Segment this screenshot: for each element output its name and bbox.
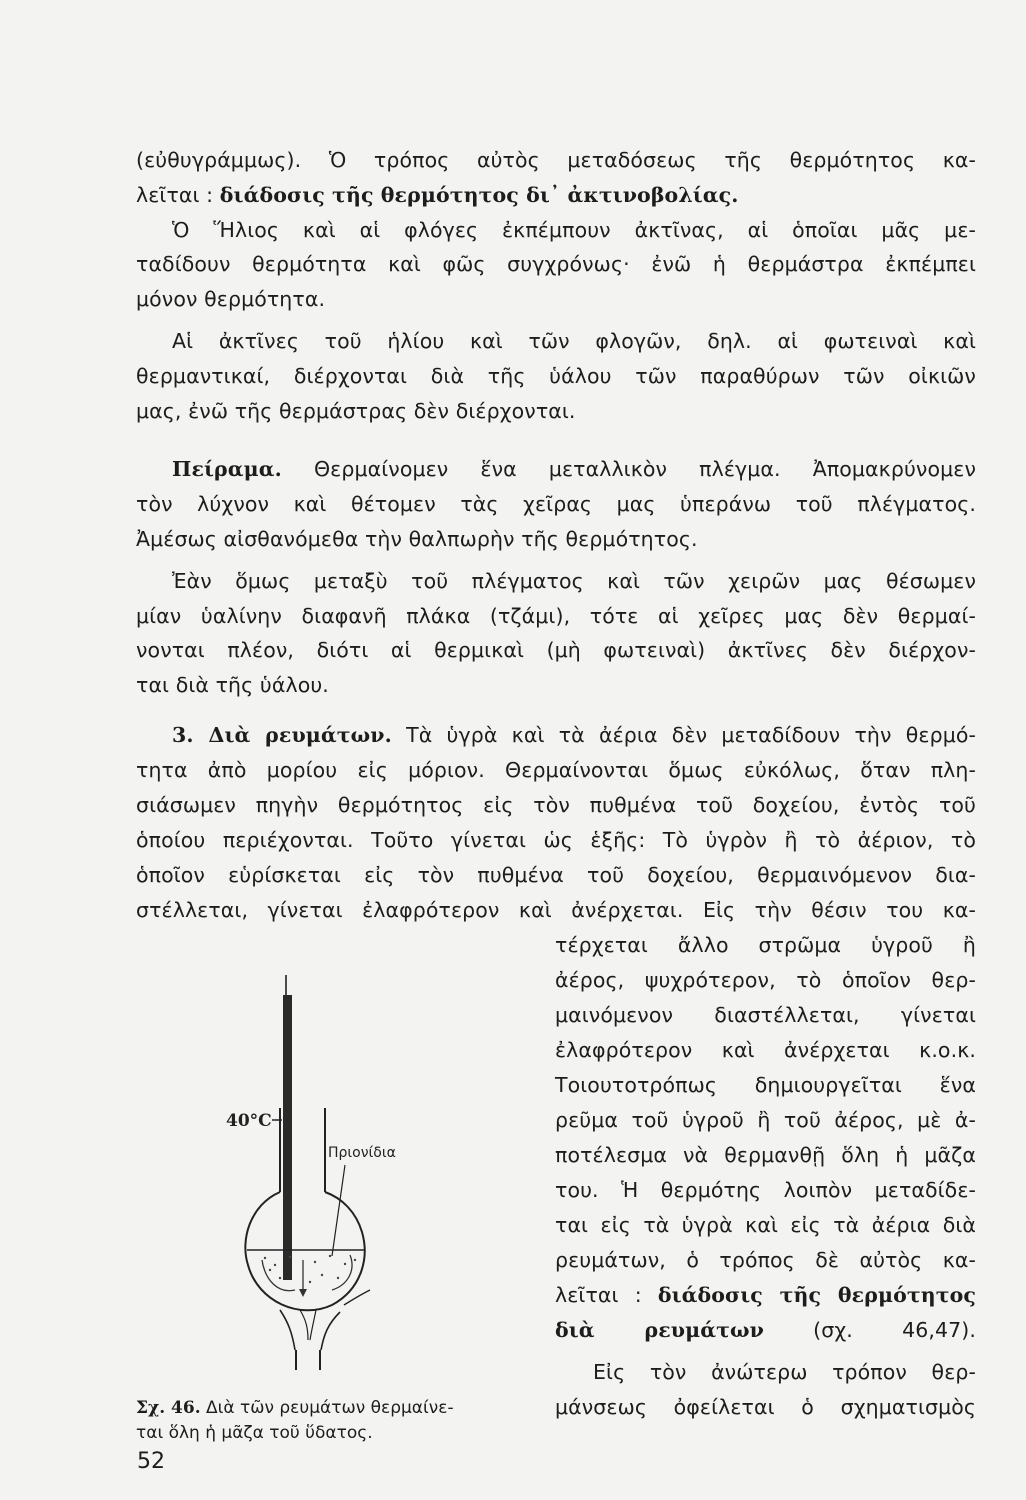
text-line: νονται πλέον, διότι αἱ θερμικαὶ (μὴ φωτειναὶ) ἀκτῖνες δὲν διέρχον-: [136, 638, 976, 662]
text-line: ὁποῖον εὑρίσκεται εἰς τὸν πυθμένα τοῦ δοχείου, θερμαινόμενον δια-: [136, 863, 976, 887]
temp-label: 40°C: [226, 1111, 272, 1131]
text-line: ποτέλεσμα νὰ θερμανθῇ ὅλη ἡ μᾶζα: [555, 1143, 976, 1167]
flask-convection-figure: [220, 960, 400, 1370]
sawdust-leader: [332, 1165, 345, 1256]
page-number: 52: [137, 1449, 165, 1474]
sawdust-particles: [264, 1255, 356, 1283]
flame-outline: [280, 1310, 340, 1350]
text-line: στέλλεται, γίνεται ἐλαφρότερον καὶ ἀνέρχεται. Εἰς τὴν θέσιν του κα-: [136, 898, 976, 922]
arrow-head: [299, 1289, 307, 1297]
text-line: μαινόμενον διαστέλλεται, γίνεται: [555, 1003, 976, 1027]
text-line: Εἰς τὸν ἀνώτερω τρόπον θερ-: [593, 1360, 976, 1384]
text-line: ὁποίου περιέχονται. Τοῦτο γίνεται ὡς ἑξῆς: Τὸ ὑγρὸν ἢ τὸ ἀέριον, τὸ: [136, 828, 976, 852]
text-line: ἀέρος, ψυχρότερον, τὸ ὁποῖον θερ-: [555, 968, 976, 992]
text-line: ἐλαφρότερον καὶ ἀνέρχεται κ.ο.κ.: [555, 1038, 976, 1062]
text-line: Ἀμέσως αἰσθανόμεθα τὴν θαλπωρὴν τῆς θερμότητος.: [136, 527, 698, 551]
text-line: Ἐὰν ὅμως μεταξὺ τοῦ πλέγματος καὶ τῶν χειρῶν μας θέσωμεν: [172, 569, 976, 593]
term-convection: διάδοσις τῆς θερμότητος: [657, 1283, 976, 1307]
text-line: τὸν λύχνον καὶ θέτομεν τὰς χεῖρας μας ὑπεράνω τοῦ πλέγματος.: [136, 492, 976, 516]
text-line: τέρχεται ἄλλο στρῶμα ὑγροῦ ἢ: [555, 933, 976, 957]
text-line: λεῖται : διάδοσις τῆς θερμότητος δι᾽ ἀκτινοβολίας.: [136, 183, 739, 207]
term-convection-end: διὰ ρευμάτων: [555, 1318, 764, 1342]
convection-arrow: [332, 1255, 352, 1290]
text-line: μας, ἐνῶ τῆς θερμάστρας δὲν διέρχονται.: [136, 399, 576, 423]
text-line: Τοιουτοτρόπως δημιουργεῖται ἕνα: [555, 1073, 976, 1097]
text-line: 3. Διὰ ρευμάτων. Τὰ ὑγρὰ καὶ τὰ ἀέρια δὲν μεταδίδουν τὴν θερμό-: [172, 723, 976, 747]
text-line: θερμαντικαί, διέρχονται διὰ τῆς ὑάλου τῶν παραθύρων τῶν οἰκιῶν: [136, 364, 976, 388]
experiment-heading: Πείραμα.: [172, 457, 282, 481]
section-heading: 3. Διὰ ρευμάτων.: [172, 723, 392, 747]
text-line: μίαν ὑαλίνην διαφανῆ πλάκα (τζάμι), τότε αἱ χεῖρες μας δὲν θερμαί-: [136, 604, 976, 628]
text-line: ται διὰ τῆς ὑάλου.: [136, 673, 329, 697]
figure-caption-line2: ται ὅλη ἡ μᾶζα τοῦ ὕδατος.: [136, 1423, 373, 1443]
thermometer-column: [283, 995, 292, 1280]
text-line: ρεῦμα τοῦ ὑγροῦ ἢ τοῦ ἀέρος, μὲ ἀ-: [555, 1108, 976, 1132]
text-line: ται εἰς τὰ ὑγρὰ καὶ εἰς τὰ ἀέρια διὰ: [555, 1213, 976, 1237]
text-line: μάνσεως ὀφείλεται ὁ σχηματισμὸς: [555, 1395, 976, 1419]
sawdust-label: Πριονίδια: [328, 1145, 396, 1161]
text-line: σιάσωμεν πηγὴν θερμότητος εἰς τὸν πυθμένα τοῦ δοχείου, ἐντὸς τοῦ: [136, 793, 976, 817]
text-line: ρευμάτων, ὁ τρόπος δὲ αὐτὸς κα-: [555, 1248, 976, 1272]
text-line: τητα ἀπὸ μορίου εἰς μόριον. Θερμαίνονται ὅμως εὐκόλως, ὅταν πλη-: [136, 758, 976, 782]
text-line: (εὐθυγράμμως). Ὁ τρόπος αὐτὸς μεταδόσεως τῆς θερμότητος κα-: [136, 148, 976, 172]
text-line: του. Ἡ θερμότης λοιπὸν μεταδίδε-: [555, 1178, 976, 1202]
text-line: λεῖται : διάδοσις τῆς θερμότητος: [555, 1283, 976, 1307]
flame-inner: [300, 1310, 316, 1340]
text-line: Ὁ Ἥλιος καὶ αἱ φλόγες ἐκπέμπουν ἀκτῖνας, αἱ ὁποῖαι μᾶς με-: [172, 218, 976, 242]
caption-number: Σχ. 46.: [136, 1398, 201, 1418]
text-line: Πείραμα. Θερμαίνομεν ἕνα μεταλλικὸν πλέγμα. Ἀπομακρύνομεν: [172, 457, 976, 481]
text-line: διὰ ρευμάτων (σχ. 46,47).: [555, 1318, 976, 1342]
text-line: ταδίδουν θερμότητα καὶ φῶς συγχρόνως· ἐνῶ ἡ θερμάστρα ἐκπέμπει: [136, 252, 976, 276]
text-line: μόνον θερμότητα.: [136, 287, 326, 311]
term-radiation: διάδοσις τῆς θερμότητος δι᾽ ἀκτινοβολίας.: [219, 183, 739, 207]
text-line: Αἱ ἀκτῖνες τοῦ ἡλίου καὶ τῶν φλογῶν, δηλ. αἱ φωτειναὶ καὶ: [172, 329, 976, 353]
burner-tube: [296, 1350, 320, 1370]
figure-caption: Σχ. 46. Διὰ τῶν ρευμάτων θερμαίνε-: [136, 1398, 454, 1418]
